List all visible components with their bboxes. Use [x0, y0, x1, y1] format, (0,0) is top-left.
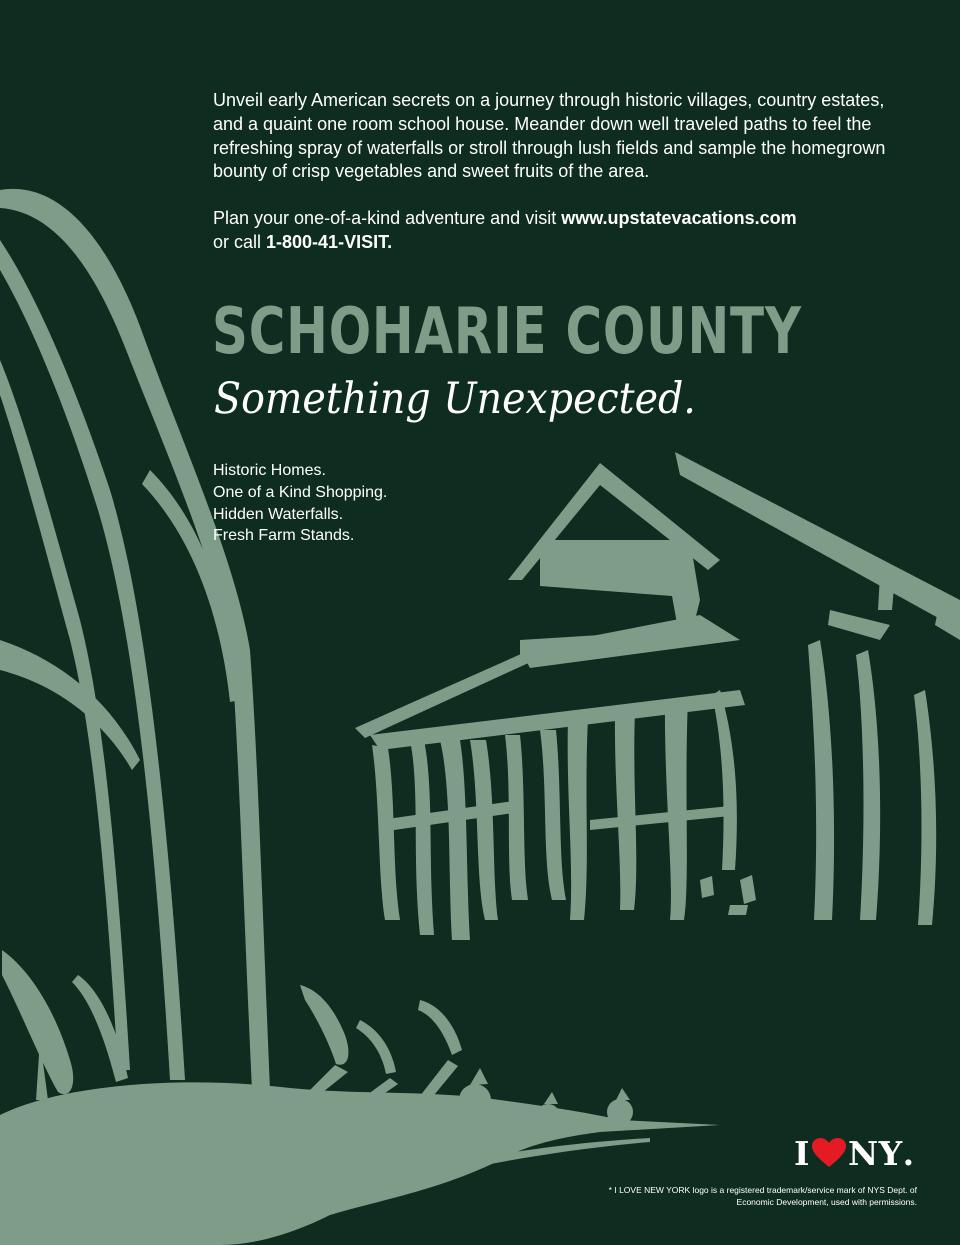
intro-paragraph: Unveil early American secrets on a journey through historic villages, country estates, and a quaint one room school house. Meander down well traveled paths to feel the refreshing spray of waterfalls or stroll through lush fields and sample the homegrown bounty of crisp vegetables and sweet fruits of the area. [213, 90, 886, 182]
logo-letters-ny: NY [847, 1133, 903, 1173]
feature-item: One of a Kind Shopping. [213, 483, 388, 501]
logo-letter-i: I [794, 1133, 810, 1173]
trademark-disclaimer: * I LOVE NEW YORK logo is a registered trademark/service mark of NYS Dept. of Economic Development, used with permissions. [608, 1185, 917, 1207]
website-link[interactable]: www.upstatevacations.com [561, 208, 797, 228]
corn-illustration [2, 950, 128, 1100]
headline: SCHOHARIE COUNTY [212, 295, 802, 369]
i-love-ny-logo [794, 1133, 915, 1173]
barn-illustration [355, 452, 960, 940]
cta-mid: or call [213, 231, 267, 252]
feature-item: Historic Homes. [213, 462, 326, 479]
cta-prefix: Plan your one-of-a-kind adventure and visit [213, 208, 562, 228]
feature-item: Hidden Waterfalls. [213, 505, 344, 523]
tagline: Something Unexpected. [214, 374, 696, 424]
heart-icon [812, 1138, 846, 1168]
phone-number[interactable]: 1-800-41-VISIT. [266, 231, 393, 252]
call-to-action [213, 207, 893, 255]
features-list [213, 460, 387, 547]
feature-item: Fresh Farm Stands. [213, 527, 355, 545]
logo-period: . [902, 1133, 915, 1173]
